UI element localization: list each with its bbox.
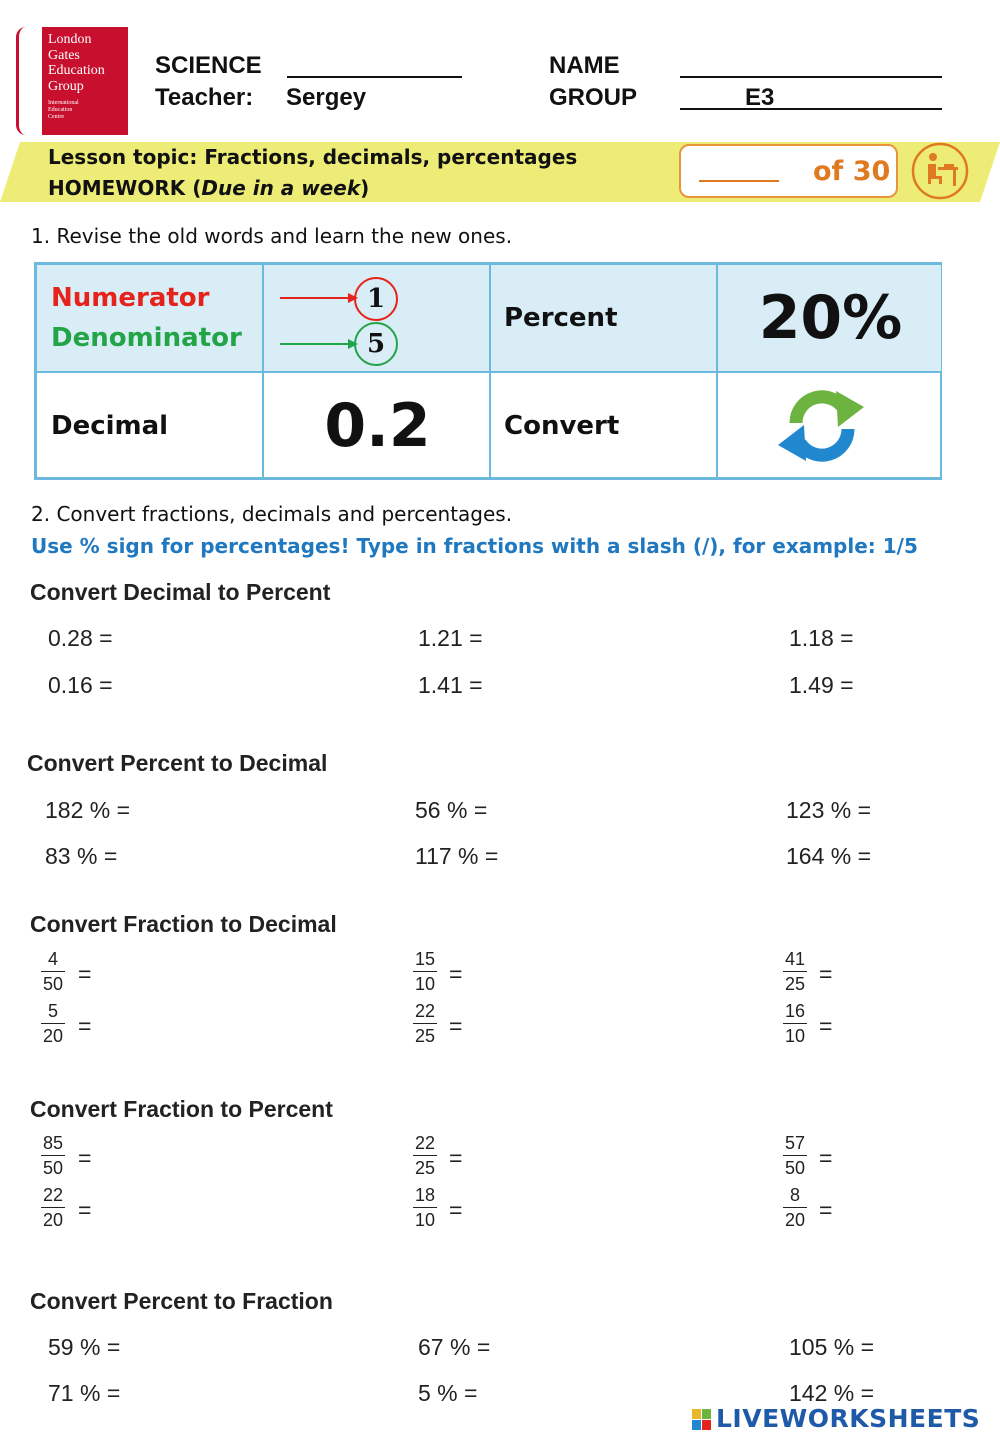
exercise-item: 1.49 = — [789, 672, 854, 698]
fraction: $\frac{15}{10}$ — [414, 949, 436, 994]
task2-instruction: 2. Convert fractions, decimals and percentages. — [31, 502, 513, 526]
equals-sign: = — [449, 961, 463, 987]
teacher-name: Sergey — [286, 84, 367, 111]
exercise-item: 59 % = — [48, 1334, 121, 1360]
equals-sign: = — [78, 1013, 92, 1039]
exercise-item: 1.41 = — [418, 672, 483, 698]
lesson-topic: Lesson topic: Fractions, decimals, percentages — [48, 145, 578, 169]
teacher-label: Teacher: — [155, 84, 254, 111]
logo-subline: International — [48, 100, 79, 106]
equals-sign: = — [819, 1145, 833, 1171]
equals-sign: = — [449, 1197, 463, 1223]
homework-note: HOMEWORK (Due in a week) — [48, 176, 370, 200]
exercise-item: 182 % = — [45, 797, 131, 823]
name-label: NAME — [549, 52, 620, 79]
task2-hint: Use % sign for percentages! Type in fractions with a slash (/), for example: 1/5 — [31, 534, 918, 558]
fraction: $\frac{4}{50}$ — [42, 949, 64, 994]
vocab-cell — [36, 264, 263, 372]
equals-sign: = — [819, 1013, 833, 1039]
logo-line: Group — [48, 78, 84, 94]
exercise-item: 117 % = — [415, 843, 499, 869]
fraction: $\frac{41}{25}$ — [784, 949, 806, 994]
numerator-label: Numerator — [51, 283, 210, 313]
group-value: E3 — [745, 84, 775, 111]
vocab-cell — [717, 372, 942, 478]
vocab-cell — [36, 372, 263, 478]
vocab-cell — [263, 264, 490, 372]
exercise-item: 83 % = — [45, 843, 118, 869]
subject-blank[interactable] — [287, 76, 462, 78]
logo-bracket — [16, 27, 30, 135]
group-label: GROUP — [549, 84, 638, 111]
fraction: $\frac{22}{20}$ — [42, 1185, 64, 1230]
logo-line: London — [48, 32, 92, 47]
exercise-item: 0.16 = — [48, 672, 113, 698]
exercise-item: 71 % = — [48, 1380, 121, 1406]
percent-example: 20% — [758, 283, 903, 353]
section-title: Convert Decimal to Percent — [30, 579, 331, 605]
denominator-value: 5 — [354, 322, 398, 366]
exercise-item: 105 % = — [789, 1334, 875, 1360]
equals-sign: = — [78, 1197, 92, 1223]
equals-sign: = — [819, 961, 833, 987]
fraction: $\frac{22}{25}$ — [414, 1001, 436, 1046]
section-title: Convert Percent to Fraction — [30, 1288, 333, 1314]
name-field[interactable] — [680, 76, 942, 78]
numerator-value: 1 — [354, 277, 398, 321]
fraction: $\frac{16}{10}$ — [784, 1001, 806, 1046]
equals-sign: = — [449, 1145, 463, 1171]
score-field[interactable] — [699, 180, 779, 182]
convert-label: Convert — [504, 411, 620, 441]
exercise-item: 5 % = — [418, 1380, 478, 1406]
refresh-arrows-icon — [766, 385, 876, 465]
fraction: $\frac{8}{20}$ — [784, 1185, 806, 1230]
section-title: Convert Fraction to Decimal — [30, 911, 337, 937]
score-total: of 30 — [813, 156, 891, 187]
logo-line: Gates — [48, 47, 80, 63]
fraction: $\frac{57}{50}$ — [784, 1133, 806, 1178]
task1-instruction: 1. Revise the old words and learn the new ones. — [31, 224, 513, 248]
denominator-label: Denominator — [51, 323, 242, 353]
exercise-item: 142 % = — [789, 1380, 875, 1406]
logo-line: Education — [48, 63, 105, 78]
equals-sign: = — [78, 961, 92, 987]
exercise-item: 1.21 = — [418, 625, 483, 651]
decimal-example: 0.2 — [324, 391, 431, 461]
vocab-cell — [490, 372, 717, 478]
fraction: $\frac{22}{25}$ — [414, 1133, 436, 1178]
exercise-item: 0.28 = — [48, 625, 113, 651]
school-logo — [42, 27, 128, 135]
vocab-cell — [263, 372, 490, 478]
vocab-cell — [717, 264, 942, 372]
percent-label: Percent — [504, 303, 618, 333]
student-at-desk-icon — [911, 142, 969, 200]
score-box — [679, 144, 898, 198]
exercise-item: 164 % = — [786, 843, 872, 869]
exercise-item: 56 % = — [415, 797, 488, 823]
subject-label: SCIENCE — [155, 52, 262, 79]
equals-sign: = — [449, 1013, 463, 1039]
fraction: $\frac{85}{50}$ — [42, 1133, 64, 1178]
decimal-label: Decimal — [51, 411, 169, 441]
vocabulary-table — [34, 262, 942, 480]
section-title: Convert Fraction to Percent — [30, 1096, 333, 1122]
equals-sign: = — [78, 1145, 92, 1171]
fraction: $\frac{18}{10}$ — [414, 1185, 436, 1230]
logo-subline: Centre — [48, 114, 64, 120]
section-title: Convert Percent to Decimal — [27, 750, 328, 776]
group-field[interactable] — [680, 108, 942, 110]
brand-name: LIVEWORKSHEETS — [716, 1404, 981, 1433]
exercise-item: 67 % = — [418, 1334, 491, 1360]
exercise-item: 123 % = — [786, 797, 872, 823]
logo-subline: Education — [48, 107, 73, 113]
vocab-cell — [490, 264, 717, 372]
exercise-item: 1.18 = — [789, 625, 854, 651]
equals-sign: = — [819, 1197, 833, 1223]
fraction: $\frac{5}{20}$ — [42, 1001, 64, 1046]
liveworksheets-logo-icon — [692, 1409, 712, 1431]
